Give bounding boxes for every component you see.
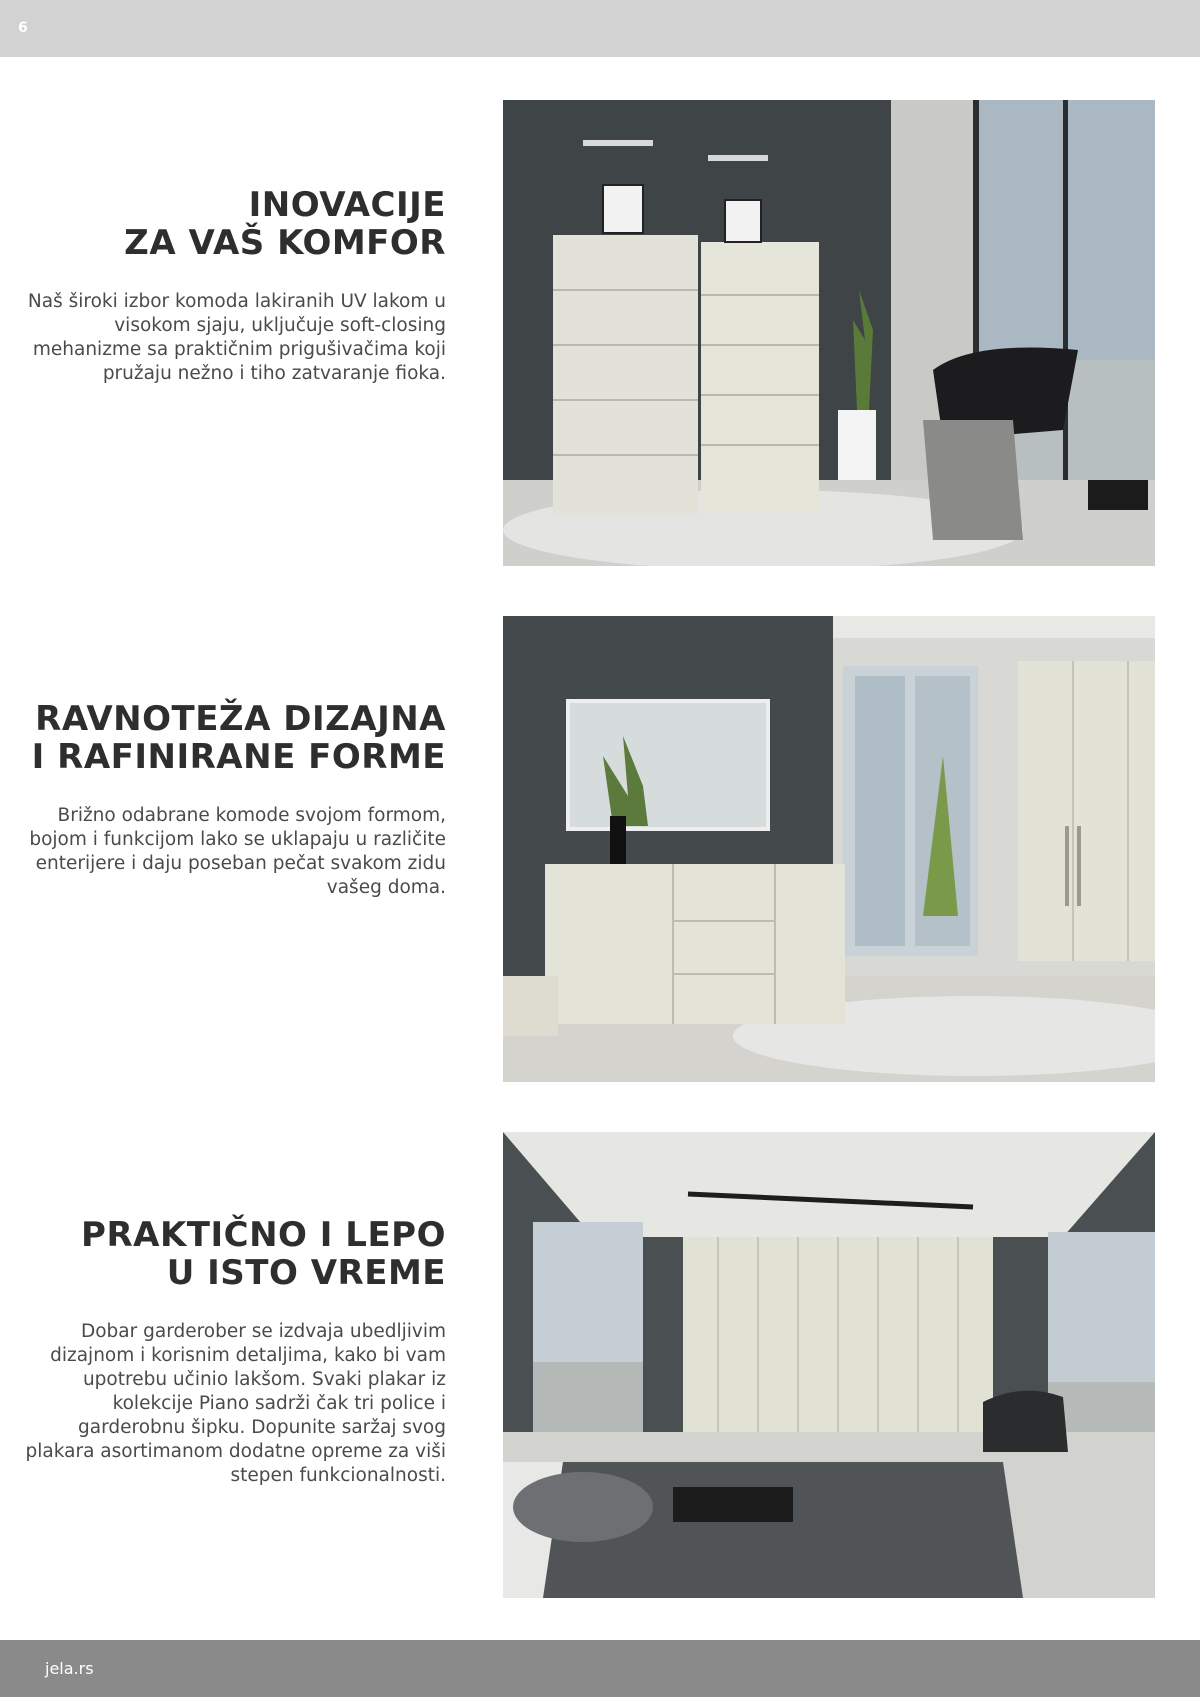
heading-line: ZA VAŠ KOMFOR: [124, 223, 446, 263]
section-body: Brižno odabrane komode svojom formom, bojom i funkcijom lako se uklapaju u različite enterijere i daju poseban pečat svakom zidu vašeg doma.: [29, 805, 446, 898]
photo-bedroom-wardrobe: [503, 1132, 1155, 1598]
footer-bar: [0, 1640, 1200, 1697]
heading-line: INOVACIJE: [248, 185, 446, 225]
section-wardrobe: [0, 1132, 1200, 1598]
header-bar: [0, 0, 1200, 57]
section-heading: [6, 186, 446, 262]
footer-website[interactable]: jela.rs: [45, 1659, 94, 1678]
heading-line: I RAFINIRANE FORME: [31, 737, 446, 777]
heading-line: U ISTO VREME: [166, 1253, 446, 1293]
section-chests: [0, 100, 1200, 566]
section-text: [6, 1216, 446, 1488]
section-sideboard: [0, 616, 1200, 1082]
photo-chests-of-drawers: [503, 100, 1155, 566]
section-heading: [6, 700, 446, 776]
heading-line: PRAKTIČNO I LEPO: [81, 1215, 446, 1255]
section-text: [6, 186, 446, 386]
section-body: Dobar garderober se izdvaja ubedljivim dizajnom i korisnim detaljima, kako bi vam upotrebu učinio lakšom. Svaki plakar iz kolekcije Piano sadrži čak tri police i garderobnu šipku. Dopunite saržaj svog plakara asortimanom dodatne opreme za viši stepen funkcionalnosti.: [25, 1321, 446, 1486]
section-heading: [6, 1216, 446, 1292]
page-number: 6: [18, 20, 28, 36]
photo-sideboard-and-wardrobe: [503, 616, 1155, 1082]
section-body: Naš široki izbor komoda lakiranih UV lakom u visokom sjaju, uključuje soft-closing mehanizme sa praktičnim prigušivačima koji pružaju nežno i tiho zatvaranje fioka.: [27, 291, 446, 384]
section-text: [6, 700, 446, 900]
heading-line: RAVNOTEŽA DIZAJNA: [35, 699, 446, 739]
